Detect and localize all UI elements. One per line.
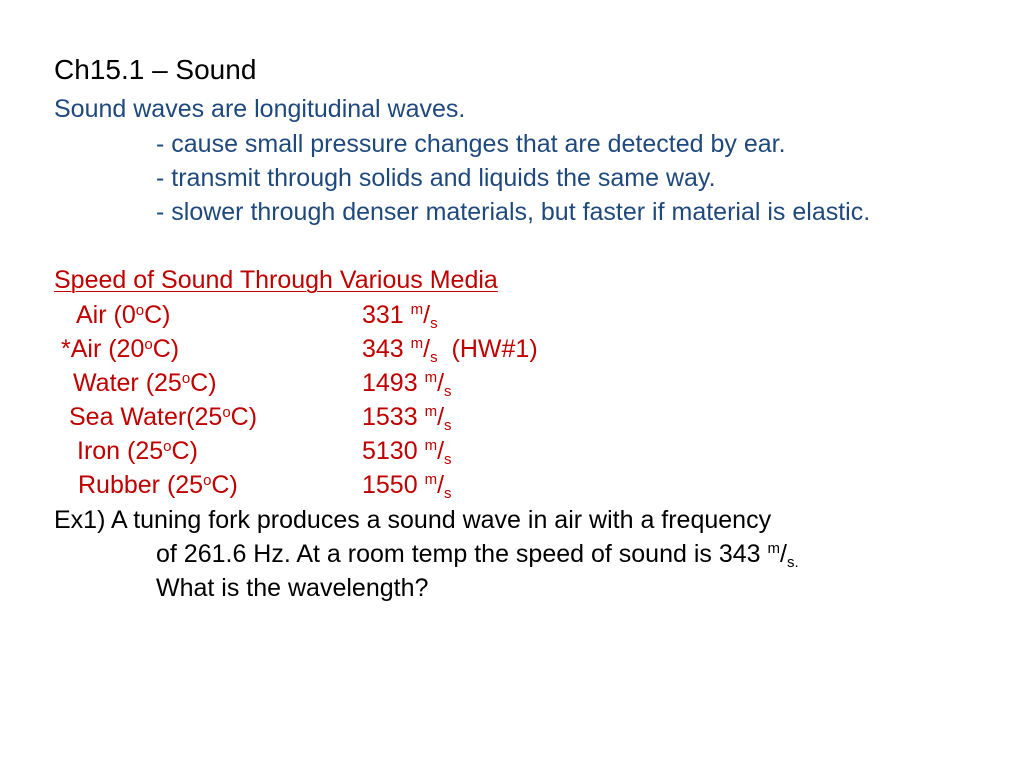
speed-value: 1533 $^m/_s$ — [362, 403, 452, 434]
medium-label: Water (25$^o$C) — [73, 369, 217, 397]
intro-bullet: - slower through denser materials, but faster if material is elastic. — [156, 198, 871, 226]
speed-table-heading: Speed of Sound Through Various Media — [54, 266, 498, 294]
speed-value: 5130 $^m/_s$ — [362, 437, 452, 468]
intro-bullet: - transmit through solids and liquids the same way. — [156, 164, 716, 192]
speed-value: 343 $^m/_s$ (HW#1) — [362, 335, 538, 366]
slide-title: Ch15.1 – Sound — [54, 54, 257, 85]
example-line: Ex1) A tuning fork produces a sound wave in air with a frequency — [54, 506, 772, 534]
medium-label: Iron (25$^o$C) — [77, 437, 198, 465]
speed-value: 1550 $^m/_s$ — [362, 471, 452, 502]
homework-note: (HW#1) — [451, 335, 538, 363]
medium-label: Sea Water(25$^o$C) — [69, 403, 258, 431]
example-line: of 261.6 Hz. At a room temp the speed of sound is 343 $^m/_{s.}$ — [156, 540, 799, 571]
example-question: What is the wavelength? — [156, 574, 429, 602]
medium-label: Air (0$^o$C) — [76, 301, 171, 329]
intro-bullet: - cause small pressure changes that are detected by ear. — [156, 130, 786, 158]
speed-value: 1493 $^m/_s$ — [362, 369, 452, 400]
intro-heading: Sound waves are longitudinal waves. — [54, 95, 466, 123]
medium-label: Rubber (25$^o$C) — [78, 471, 238, 499]
speed-value: 331 $^m/_s$ — [362, 301, 438, 332]
medium-label: *Air (20$^o$C) — [61, 335, 180, 363]
